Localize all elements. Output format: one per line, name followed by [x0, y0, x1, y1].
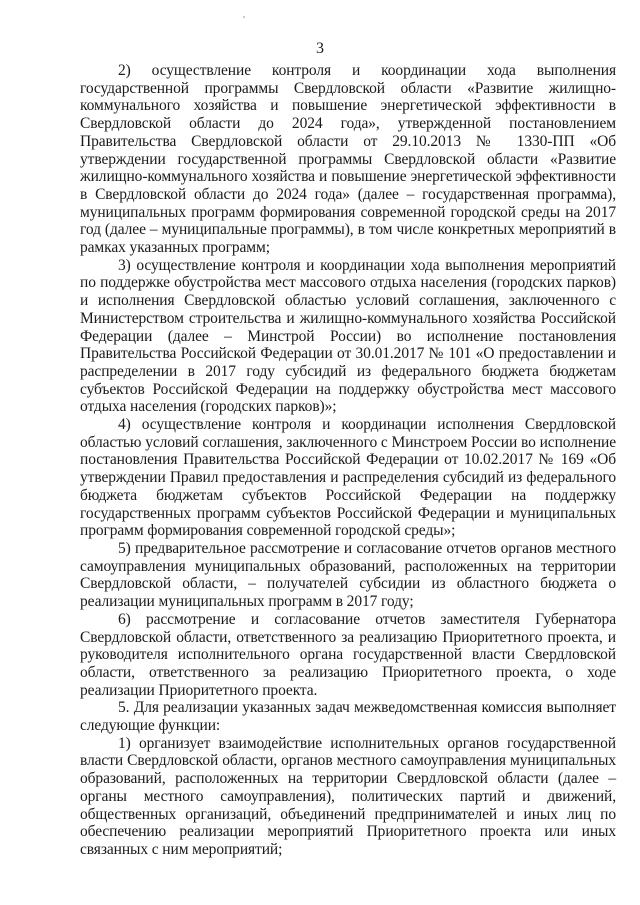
paragraph-item-3: 3) осуществление контроля и координации хода выполнения мероприятий по поддержке обустройства мест массового отдыха населения (городских парков) и исполнения Свердловской областью условий соглашения, заключенного с Министерством строительства и жилищно-коммунального хозяйства Российской Федерации (далее – Минстрой России) во исполнение постановления Правительства Российской Федерации от 30.01.2017 № 101 «О предоставлении и распределении в 2017 году субсидий из федерального бюджета бюджетам субъектов Российской Федерации на поддержку обустройства мест массового отдыха населения (городских парков)»;: [80, 256, 616, 416]
paragraph-section-5: 5. Для реализации указанных задач межведомственная комиссия выполняет следующие функции:: [80, 699, 616, 735]
paragraph-item-2: 2) осуществление контроля и координации хода выполнения государственной программы Свердловской области «Развитие жилищно-коммунального хозяйства и повышение энергетической эффективности в Свердловской области до 2024 года», утвержденной постановлением Правительства Свердловской области от 29.10.2013 № 1330-ПП «Об утверждении государственной программы Свердловской области «Развитие жилищно-коммунального хозяйства и повышение энергетической эффективности в Свердловской области до 2024 года» (далее – государственная программа), муниципальных программ формирования современной городской среды на 2017 год (далее – муниципальные программы), в том числе конкретных мероприятий в рамках указанных программ;: [80, 62, 616, 257]
document-body: [80, 62, 616, 859]
paragraph-item-6: 6) рассмотрение и согласование отчетов заместителя Губернатора Свердловской области, ответственного за реализацию Приоритетного проекта, и руководителя исполнительного органа государственной власти Свердловской области, ответственного за реализацию Приоритетного проекта, о ходе реализации Приоритетного проекта.: [80, 610, 616, 699]
page-number: 3: [316, 40, 324, 57]
scan-speck: [243, 16, 245, 18]
paragraph-item-5: 5) предварительное рассмотрение и согласование отчетов органов местного самоуправления муниципальных образований, расположенных на территории Свердловской области, – получателей субсидии из областного бюджета о реализации муниципальных программ в 2017 году;: [80, 539, 616, 611]
paragraph-item-4: 4) осуществление контроля и координации исполнения Свердловской областью условий соглашения, заключенного с Минстроем России во исполнение постановления Правительства Российской Федерации от 10.02.2017 № 169 «Об утверждении Правил предоставления и распределения субсидий из федерального бюджета бюджетам субъектов Российской Федерации на поддержку государственных программ субъектов Российской Федерации и муниципальных программ формирования современной городской среды»;: [80, 416, 616, 540]
paragraph-function-1: 1) организует взаимодействие исполнительных органов государственной власти Свердловской области, органов местного самоуправления муниципальных образований, расположенных на территории Свердловской области (далее – органы местного самоуправления), политических партий и движений, общественных организаций, объединений предпринимателей и иных лиц по обеспечению реализации мероприятий Приоритетного проекта или иных связанных с ним мероприятий;: [80, 734, 616, 858]
